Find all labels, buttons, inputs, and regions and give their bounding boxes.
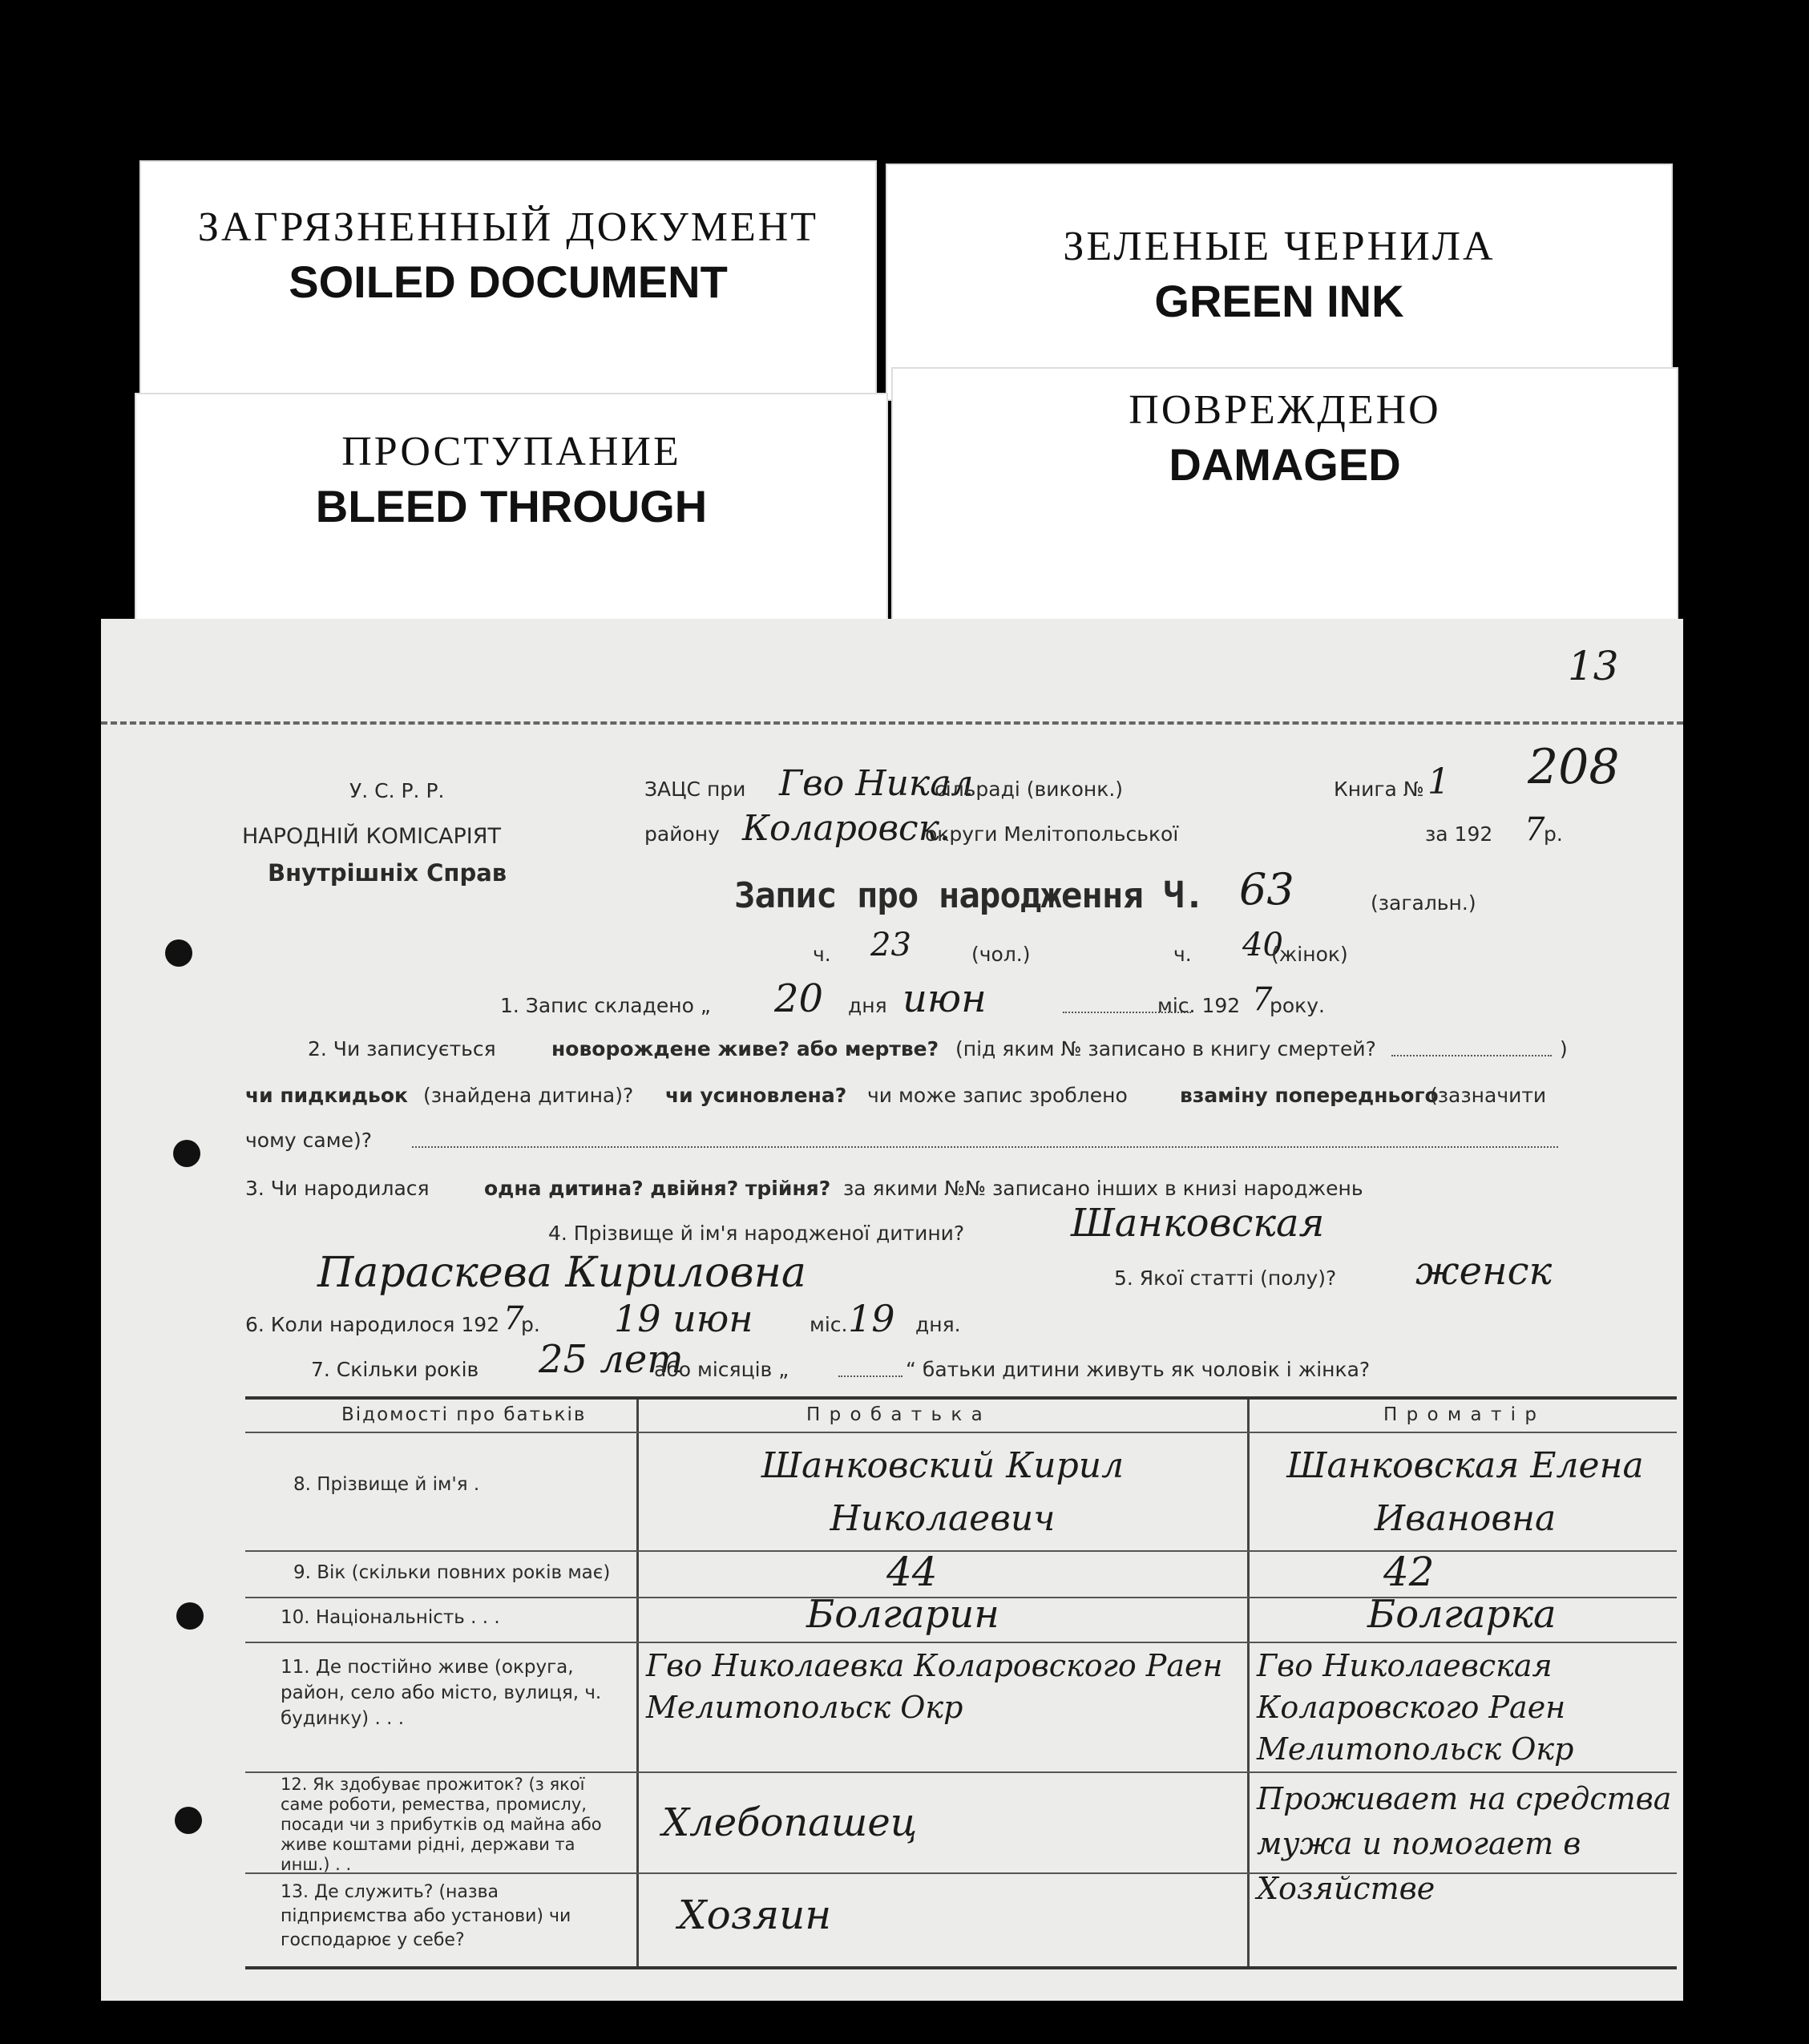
label-card-soiled	[139, 160, 877, 401]
sex-handwritten: женск	[1415, 1249, 1553, 1294]
book-label: Книга №	[1334, 778, 1424, 801]
female-ch-label: ч.	[1173, 943, 1192, 966]
card-damaged-en: DAMAGED	[1169, 439, 1401, 490]
dotted-fill	[1391, 1055, 1552, 1056]
q2-foundling: чи пидкидьок	[245, 1084, 408, 1107]
row-label-age: 9. Вік (скільки повних років має)	[293, 1562, 611, 1583]
q1-year-label: року.	[1270, 994, 1326, 1017]
q6-year-handwritten: 7	[503, 1300, 524, 1337]
q1-day-label: дня	[848, 994, 887, 1017]
card-bleed-ru: ПРОСТУПАНИЕ	[341, 429, 681, 475]
card-soiled-en: SOILED DOCUMENT	[289, 257, 728, 307]
header-father: П р о б а т ь к а	[806, 1404, 984, 1425]
row-divider	[245, 1432, 1677, 1433]
male-count-handwritten: 23	[870, 927, 911, 963]
header-parents-info: Відомості про батьків	[341, 1404, 587, 1425]
year-handwritten: 7	[1524, 811, 1545, 848]
row-label-residence: 11. Де постійно живе (округа, район, село або місто, вулиця, ч. будинку) . . .	[281, 1657, 602, 1729]
card-bleed-en: BLEED THROUGH	[315, 481, 708, 531]
punch-hole	[176, 1602, 204, 1630]
female-count-handwritten: 40	[1242, 927, 1283, 963]
column-divider	[636, 1400, 639, 1966]
mother-livelihood-handwritten: Проживает на средства мужа и помогает в Хозяйстве	[1257, 1781, 1672, 1906]
column-divider	[1247, 1400, 1250, 1966]
record-number-annotation: 208	[1528, 739, 1620, 795]
q2-close-paren: )	[1560, 1037, 1568, 1060]
year-suffix: р.	[1544, 822, 1563, 846]
q3-label: 3. Чи народилася	[245, 1177, 430, 1200]
row-label-employment: 13. Де служить? (назва підприємства або установи) чи господарює у себе?	[281, 1882, 571, 1950]
q2-specify: (зазначити	[1430, 1084, 1547, 1107]
punch-hole	[175, 1807, 202, 1834]
card-damaged-ru: ПОВРЕЖДЕНО	[1129, 387, 1441, 433]
child-surname-handwritten: Шанковская	[1071, 1201, 1325, 1246]
q6-day-label: дня.	[915, 1313, 961, 1336]
perforation-line	[101, 721, 1683, 725]
silradi-label: сільраді (виконк.)	[935, 778, 1124, 801]
row-label-name: 8. Прізвище й ім'я .	[293, 1474, 480, 1495]
punch-hole	[165, 939, 192, 967]
father-name-handwritten: Шанковский Кирил Николаевич	[761, 1445, 1125, 1539]
header-mother: П р о м а т і р	[1383, 1404, 1538, 1425]
dotted-fill	[838, 1375, 902, 1377]
mother-nationality-handwritten: Болгарка	[1367, 1592, 1557, 1637]
q6-month-label: міс.	[810, 1313, 848, 1336]
row-divider	[245, 1642, 1677, 1643]
mother-residence-handwritten: Гво Николаевская Коларовского Раен Мелитопольск Окр	[1257, 1648, 1574, 1767]
label-card-green-ink	[886, 164, 1673, 401]
label-card-damaged	[891, 367, 1678, 624]
parents-table	[245, 1396, 1677, 1969]
row-label-nationality: 10. Національність . . .	[281, 1607, 500, 1628]
q2-replacement: взаміну попереднього	[1180, 1084, 1439, 1107]
punch-hole	[173, 1140, 200, 1167]
q6-label: 6. Коли народилося 192	[245, 1313, 500, 1336]
year-label: за 192	[1425, 822, 1493, 846]
q7-cohabit-label: “ батьки дитини живуть як чоловік і жінка?	[906, 1358, 1371, 1381]
male-ch-label: ч.	[813, 943, 831, 966]
q2-why: чому саме)?	[245, 1129, 372, 1152]
male-label: (чол.)	[971, 943, 1031, 966]
q1-day-handwritten: 20	[774, 976, 824, 1021]
record-number-handwritten: 63	[1239, 864, 1294, 915]
label-card-bleed-through	[135, 393, 888, 633]
row-divider	[245, 1771, 1677, 1773]
rayon-handwritten: Коларовск.	[742, 808, 951, 849]
row-label-livelihood: 12. Як здобуває прожиток? (з якої саме роботи, ремества, промислу, посади чи з прибутків од майна або живе коштами рідні, держави та инш.) . .	[281, 1775, 602, 1874]
card-green-en: GREEN INK	[1154, 276, 1404, 326]
father-residence-handwritten: Гво Николаевка Коларовского Раен Мелитопольск Окр	[646, 1648, 1223, 1725]
total-label: (загальн.)	[1371, 891, 1476, 915]
birth-record-document	[101, 619, 1683, 2001]
q7-years-handwritten: 25 лет	[539, 1337, 684, 1382]
okrug-label: округи Мелітопольської	[925, 822, 1179, 846]
mother-age-handwritten: 42	[1383, 1549, 1435, 1595]
q1-label: 1. Запис складено „	[500, 994, 711, 1017]
usrr: У. С. Р. Р.	[349, 779, 445, 802]
q3-other-records: за якими №№ записано інших в книзі народжень	[843, 1177, 1363, 1200]
q6-day-handwritten: 19	[848, 1297, 895, 1340]
q4-label: 4. Прізвище й ім'я народженої дитини?	[548, 1222, 965, 1245]
village-handwritten: Гво Никал	[779, 763, 974, 804]
q7-months-label: або місяців „	[654, 1358, 789, 1381]
book-number: 1	[1427, 761, 1450, 802]
q2-label: 2. Чи записується	[308, 1037, 496, 1060]
card-green-ru: ЗЕЛЕНЫЕ ЧЕРНИЛА	[1063, 224, 1496, 269]
dotted-fill	[412, 1146, 1558, 1148]
record-title: Запис про народження Ч.	[734, 875, 1205, 916]
father-age-handwritten: 44	[886, 1549, 938, 1595]
father-nationality-handwritten: Болгарин	[806, 1592, 999, 1637]
q2-found-child: (знайдена дитина)?	[423, 1084, 634, 1107]
father-employment-handwritten: Хозяин	[678, 1892, 832, 1938]
q2-or-record: чи може запис зроблено	[867, 1084, 1128, 1107]
q2-options: новорождене живе? або мертве?	[551, 1037, 939, 1060]
q2-death-book: (під яким № записано в книгу смертей?	[955, 1037, 1376, 1060]
q1-month-label: міс. 192	[1157, 994, 1241, 1017]
father-livelihood-handwritten: Хлебопашец	[662, 1800, 918, 1845]
mother-name-handwritten: Шанковская Елена Ивановна	[1286, 1445, 1644, 1539]
female-label: (жінок)	[1271, 943, 1348, 966]
row-divider	[245, 1550, 1677, 1552]
zags-label: ЗАЦС при	[644, 778, 746, 801]
q7-label: 7. Скільки років	[311, 1358, 479, 1381]
q5-label: 5. Якої статті (полу)?	[1114, 1266, 1337, 1290]
rayon-label: району	[644, 822, 720, 846]
q6-r: р.	[521, 1313, 540, 1336]
internal-affairs: Внутрішніх Справ	[268, 859, 507, 887]
commissariat: НАРОДНІЙ КОМІСАРІЯТ	[242, 824, 501, 849]
corner-annotation: 13	[1568, 643, 1619, 689]
q1-year-handwritten: 7	[1252, 981, 1273, 1018]
card-soiled-ru: ЗАГРЯЗНЕННЫЙ ДОКУМЕНТ	[197, 204, 819, 250]
q2-adopted: чи усиновлена?	[665, 1084, 847, 1107]
q6-date-handwritten: 19 июн	[614, 1297, 753, 1340]
child-name-handwritten: Параскева Кириловна	[317, 1249, 806, 1297]
q1-month-handwritten: июн	[902, 976, 987, 1021]
q3-options: одна дитина? двійня? трійня?	[484, 1177, 831, 1200]
